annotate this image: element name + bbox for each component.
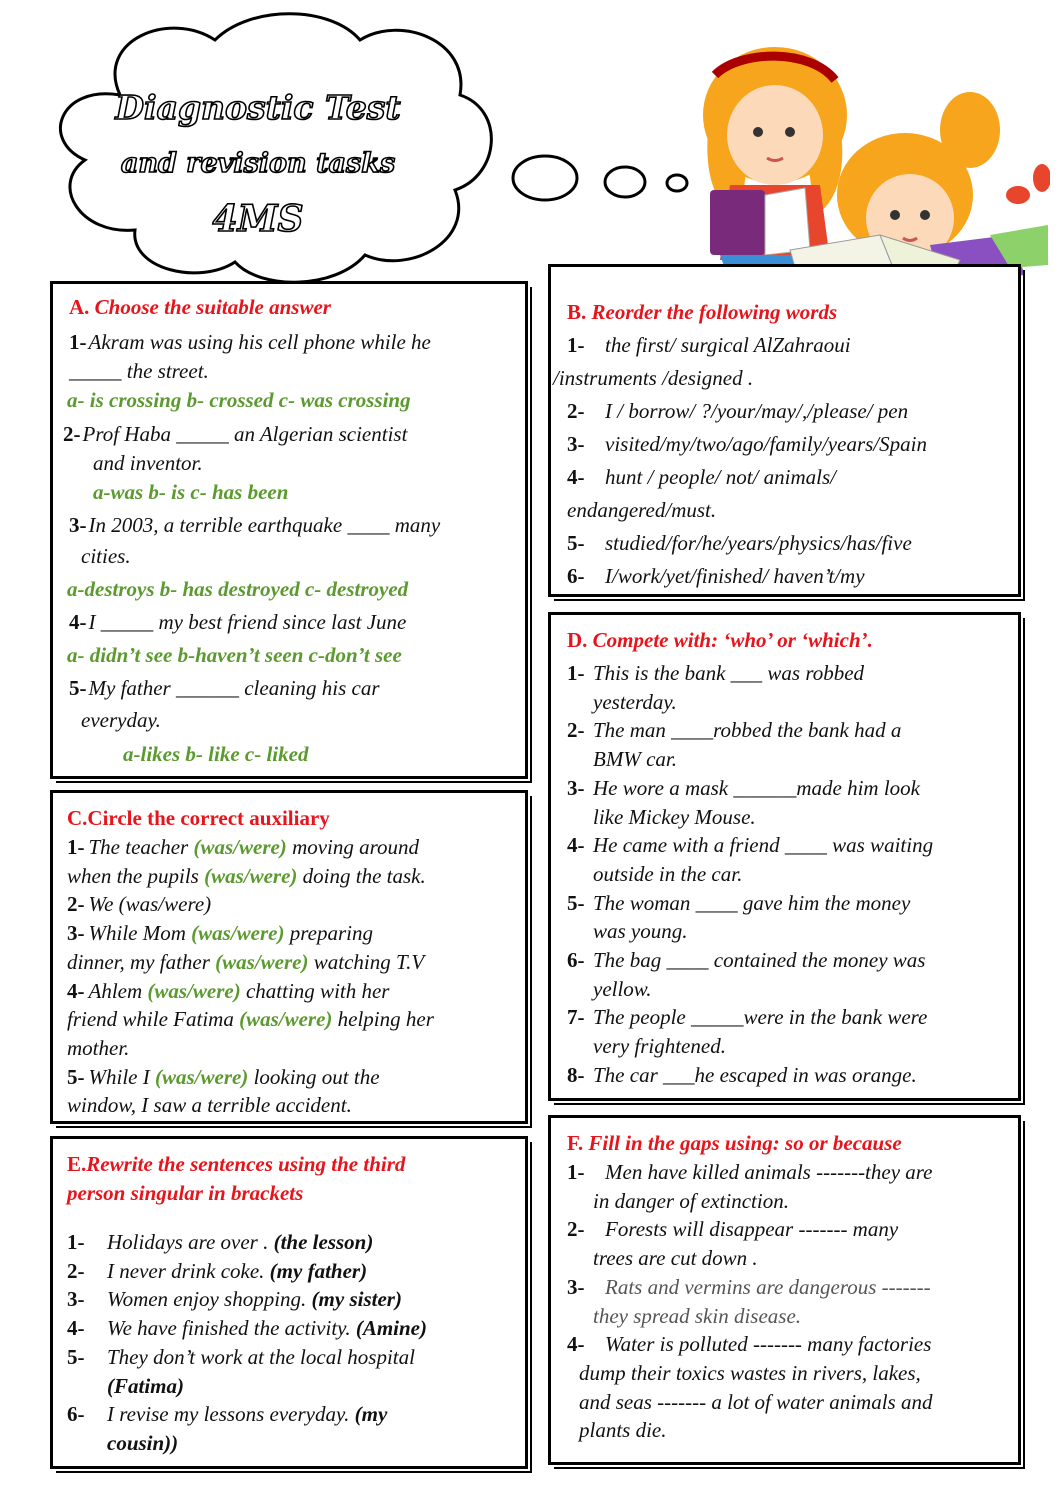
section-f-line [593,1187,789,1216]
section-a-line [69,674,380,703]
section-a-line [81,542,131,571]
section-f-line [567,1158,933,1187]
section-d-line [593,860,742,889]
section-a-line [69,608,406,637]
section-c-line [67,890,211,919]
section-e-heading-1: E.Rewrite the sentences using the third [67,1152,406,1176]
section-d-line [567,774,920,803]
question-text: cities. [81,544,131,568]
question-text: Ahlem [88,978,148,1003]
section-d-line [593,745,677,774]
question-text: He wore a mask ______made him look [593,775,921,800]
question-text: hunt / people/ not/ animals/ [605,465,836,489]
question-text: I/work/yet/finished/ haven’t/my [605,564,865,588]
auxiliary-choice: (was/were) [239,1007,333,1032]
question-text: I never drink coke. [107,1258,270,1283]
question-number: 2- [567,718,585,743]
section-a-line [69,328,431,357]
question-text: The people _____were in the bank were [593,1005,928,1030]
bracket-subject: (Fatima) [107,1373,184,1398]
section-c-line [67,919,373,948]
question-number: 4- [567,833,585,858]
section-a-line [93,449,203,478]
section-b-line [567,562,865,591]
auxiliary-choice: (was/were) [147,978,241,1003]
question-text: and seas ------- a lot of water animals and [579,1389,933,1414]
question-number: 2- [63,422,81,446]
question-text: trees are cut down . [593,1246,758,1271]
question-text: The teacher [88,835,194,859]
question-number: 4- [567,1332,585,1357]
question-text: and inventor. [93,451,203,475]
section-b-line [567,463,836,492]
question-text: when the pupils [67,863,205,888]
question-text: like Mickey Mouse. [593,804,756,829]
question-text: The man ____robbed the bank had a [593,718,902,743]
section-e-line [107,1429,178,1458]
section-f-heading: F. Fill in the gaps using: so or because [567,1131,902,1155]
auxiliary-choice: (was/were) [191,921,285,946]
section-b-line [567,496,716,525]
question-text: Forests will disappear ------- many [605,1217,899,1242]
question-text: My father ______ cleaning his car [88,676,380,700]
section-e-line [107,1372,184,1401]
question-text: endangered/must. [567,498,717,522]
section-d-line [567,831,933,860]
section-e-line [67,1257,367,1286]
section-a-line [67,386,411,415]
question-text: plants die. [579,1418,667,1443]
question-text: the first/ surgical AlZahraoui [605,333,851,357]
section-f-line [593,1244,758,1273]
question-number: 2- [67,1258,85,1283]
bracket-subject: (Amine) [355,1316,427,1341]
auxiliary-choice: (was/were) [154,1064,249,1089]
section-d-line [567,1003,927,1032]
question-number: 3- [567,775,585,800]
question-text: watching T.V [308,949,425,974]
section-b-line [567,529,912,558]
question-text: a-likes b- like c- liked [123,742,309,766]
section-c-line [67,977,389,1006]
section-d-line [593,1032,726,1061]
section-c-line [67,1091,352,1120]
auxiliary-choice: (was/were) [215,949,309,974]
section-c-heading: C.Circle the correct auxiliary [67,806,330,830]
section-c-line [67,1034,129,1063]
section-f-line [567,1215,898,1244]
question-text: a-was b- is c- has been [93,480,289,504]
question-number: 1- [567,333,585,357]
question-number: 6- [67,1402,85,1427]
question-number: 3- [69,513,87,537]
question-number: 6- [567,564,585,588]
section-f-box [548,1115,1021,1465]
question-text: _____ the street. [69,359,209,383]
question-text: doing the task. [297,863,426,888]
question-number: 8- [567,1062,585,1087]
section-e-line [67,1343,415,1372]
bracket-subject: (my father) [269,1258,368,1283]
question-text: outside in the car. [593,861,743,886]
section-e-line [67,1400,387,1429]
section-d-line [593,688,677,717]
question-text: yesterday. [593,689,677,714]
question-number: 1- [67,1230,85,1254]
question-text: looking out the [248,1064,380,1089]
question-text: a-destroys b- has destroyed c- destroyed [67,577,409,601]
section-a-line [69,357,209,386]
question-number: 2- [67,892,85,917]
section-d-line [567,1061,917,1090]
question-number: 5- [567,531,585,555]
section-d-line [567,659,864,688]
question-text: dump their toxics wastes in rivers, lakes, [579,1360,921,1385]
title-line-3: 4MS [212,198,304,240]
section-a-line [67,575,408,604]
section-a-line [63,420,407,449]
question-text: Men have killed animals -------they are [605,1160,933,1184]
question-text: The woman ____ gave him the money [593,890,911,915]
question-text: He came with a friend ____ was waiting [593,833,934,858]
question-number: 3- [67,921,85,946]
section-c-line [67,862,426,891]
question-number: 4- [69,610,87,634]
question-text: was young. [593,919,688,944]
bracket-subject: cousin)) [107,1430,179,1455]
section-e-box [50,1136,528,1469]
section-e-line [67,1285,402,1314]
question-text: preparing [284,921,373,946]
question-text: everyday. [81,708,161,732]
question-text: mother. [67,1035,130,1060]
section-a-line [69,511,440,540]
section-d-line [593,803,756,832]
question-text: Holidays are over . [107,1230,274,1254]
question-text: studied/for/he/years/physics/has/five [605,531,912,555]
question-text: While I [88,1064,155,1089]
question-number: 5- [67,1064,85,1089]
question-number: 1- [67,835,85,859]
section-a-line [93,478,288,507]
section-c-line [67,1063,380,1092]
question-number: 2- [567,1217,585,1242]
question-text: friend while Fatima [67,1007,240,1032]
section-d-box [548,612,1021,1101]
question-text: Rats and vermins are dangerous ------- [605,1274,931,1299]
question-text: I _____ my best friend since last June [88,610,407,634]
section-f-line [593,1302,801,1331]
question-text: We (was/were) [88,892,212,917]
children-reading-illustration [670,20,1050,305]
bracket-subject: (the lesson) [273,1230,374,1254]
auxiliary-choice: (was/were) [204,863,298,888]
question-text: Akram was using his cell phone while he [88,330,431,354]
section-f-line [579,1416,667,1445]
section-b-line [553,364,753,393]
section-d-line [593,917,688,946]
question-number: 5- [67,1344,85,1369]
section-b-line [567,331,851,360]
question-text: In 2003, a terrible earthquake ____ many [88,513,441,537]
section-a-line [123,740,308,769]
section-c-line [67,948,424,977]
question-text: While Mom [88,921,192,946]
section-e-line [67,1228,373,1257]
bracket-subject: (my [354,1402,388,1427]
section-d-line [593,975,652,1004]
question-number: 1- [567,1160,585,1184]
question-text: chatting with her [240,978,390,1003]
section-d-line [567,716,901,745]
section-a-line [81,706,161,735]
section-c-line [67,1005,434,1034]
section-e-line [67,1314,427,1343]
question-text: Water is polluted ------- many factories [605,1332,932,1357]
question-text: The bag ____ contained the money was [593,948,926,972]
question-text: I / borrow/ ?/your/may/,/please/ pen [605,399,909,423]
section-d-heading: D. Compete with: ‘who’ or ‘which’. [567,628,873,652]
section-f-line [579,1359,921,1388]
question-text: moving around [286,835,420,859]
section-f-line [579,1388,932,1417]
question-text: We have finished the activity. [107,1316,356,1341]
question-text: This is the bank ___ was robbed [593,661,865,685]
question-text: yellow. [593,976,652,1001]
question-text: Women enjoy shopping. [107,1287,312,1312]
question-number: 7- [567,1005,585,1030]
question-number: 3- [567,432,585,456]
question-text: a- didn’t see b-haven’t seen c-don’t see [67,643,402,667]
section-f-line [567,1330,931,1359]
title-line-2: and revision tasks [120,148,396,179]
question-text: /instruments /designed . [553,366,754,390]
question-number: 3- [67,1287,85,1312]
question-text: Prof Haba _____ an Algerian scientist [82,422,408,446]
question-number: 2- [567,399,585,423]
question-number: 5- [567,890,585,915]
question-text: I revise my lessons everyday. [107,1402,355,1427]
question-text: BMW car. [593,747,677,772]
question-number: 1- [69,330,87,354]
question-text: very frightened. [593,1034,726,1059]
question-text: visited/my/two/ago/family/years/Spain [605,432,927,456]
section-c-line [67,833,419,862]
question-number: 4- [67,978,85,1003]
question-text: window, I saw a terrible accident. [67,1093,352,1118]
section-d-line [567,946,925,975]
question-text: They don’t work at the local hospital [107,1344,415,1369]
section-b-line [567,397,908,426]
section-e-heading-2: person singular in brackets [67,1181,304,1205]
question-text: dinner, my father [67,949,216,974]
question-number: 4- [567,465,585,489]
section-b-heading: B. Reorder the following words [567,300,838,324]
question-number: 3- [567,1274,585,1299]
section-b-box [548,264,1021,597]
question-text: in danger of extinction. [593,1188,789,1213]
section-a-heading: A. Choose the suitable answer [69,295,331,319]
question-text: helping her [332,1007,434,1032]
section-d-line [567,889,910,918]
bracket-subject: (my sister) [311,1287,402,1312]
question-number: 5- [69,676,87,700]
auxiliary-choice: (was/were) [193,835,287,859]
question-number: 6- [567,948,585,972]
question-text: they spread skin disease. [593,1303,802,1328]
section-f-line [567,1273,931,1302]
section-b-line [567,430,927,459]
question-number: 1- [567,661,585,685]
section-a-line [67,641,402,670]
question-text: a- is crossing b- crossed c- was crossing [67,388,411,412]
title-line-1: Diagnostic Test [115,88,401,127]
question-text: The car ___he escaped in was orange. [593,1062,917,1087]
section-c-box [50,790,528,1124]
question-number: 4- [67,1316,85,1341]
section-a-box [50,281,528,779]
